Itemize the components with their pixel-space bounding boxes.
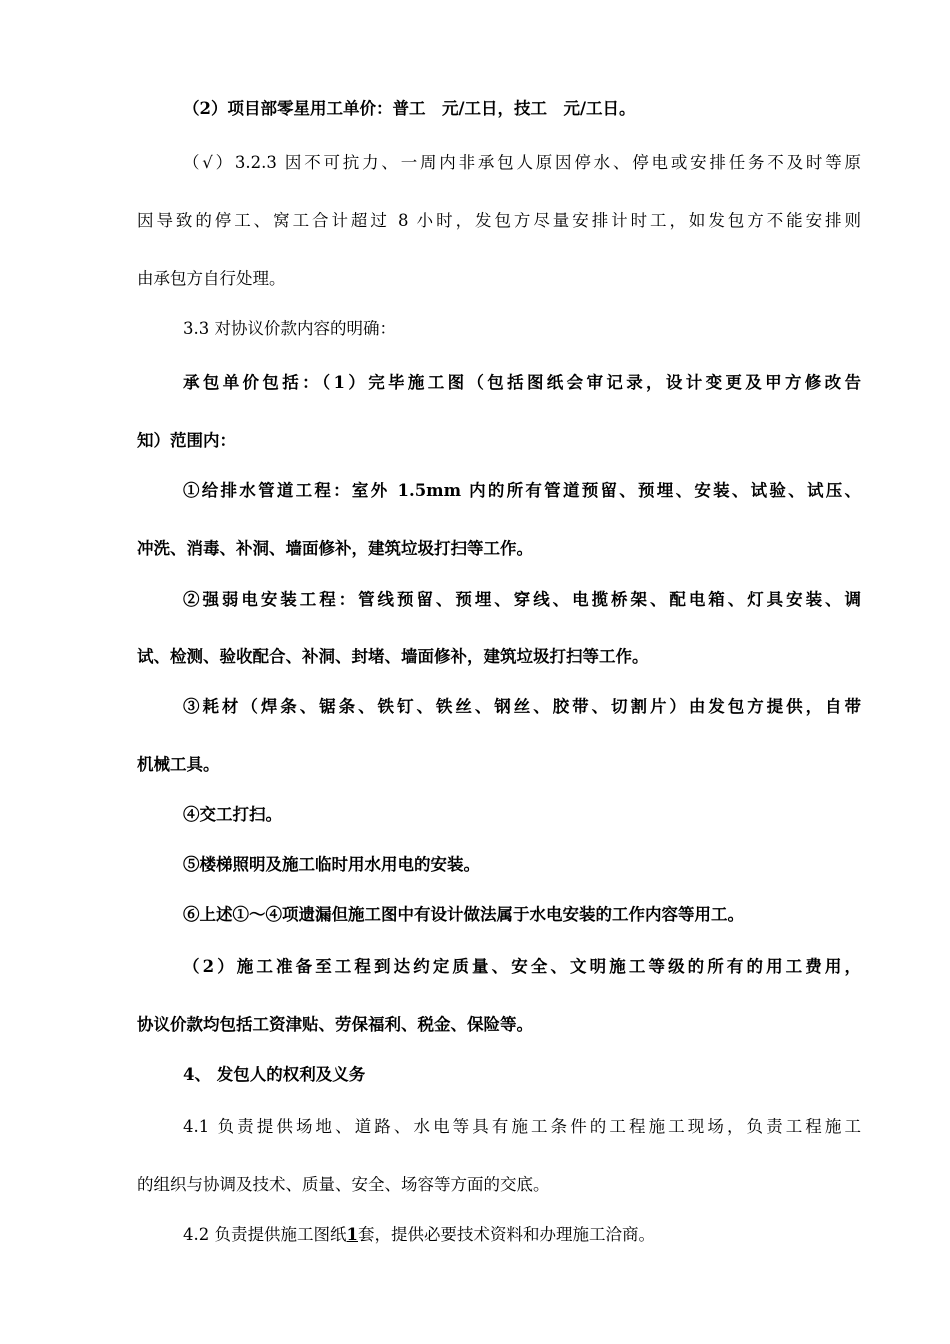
item-1-line-2: 冲洗、消毒、补洞、墙面修补，建筑垃圾打扫等工作。: [137, 539, 533, 558]
drawing-set-count: 1: [346, 1225, 358, 1244]
clause-4-1-line-2: 的组织与协调及技术、质量、安全、场容等方面的交底。: [137, 1175, 550, 1194]
force-majeure-line-3: 由承包方自行处理。: [137, 269, 286, 288]
clause-4-2-text-b: 套，提供必要技术资料和办理施工洽商。: [357, 1225, 655, 1244]
item-2-line-1: ②强弱电安装工程：管线预留、预埋、穿线、电揽桥架、配电箱、灯具安装、调: [183, 590, 861, 609]
clause-3-3-heading: 3.3 对协议价款内容的明确：: [183, 319, 396, 338]
labor-cost-line-1: （2）施工准备至工程到达约定质量、安全、文明施工等级的所有的用工费用，: [183, 957, 861, 976]
clause-4-2-line: [183, 1224, 861, 1246]
item-6-line: ⑥上述①～④项遗漏但施工图中有设计做法属于水电安装的工作内容等用工。: [183, 905, 744, 924]
item-5-line: ⑤楼梯照明及施工临时用水用电的安装。: [183, 855, 480, 874]
unit-price-scope-line-1: 承包单价包括：（1）完毕施工图（包括图纸会审记录，设计变更及甲方修改告: [183, 373, 861, 392]
unit-price-scope-line-2: 知）范围内：: [137, 431, 236, 450]
item-3-line-2: 机械工具。: [137, 755, 220, 774]
section-4-heading: 4、 发包人的权利及义务: [183, 1065, 366, 1084]
item-4-line: ④交工打扫。: [183, 805, 282, 824]
labor-cost-line-2: 协议价款均包括工资津贴、劳保福利、税金、保险等。: [137, 1015, 533, 1034]
force-majeure-line-1: （√）3.2.3 因不可抗力、一周内非承包人原因停水、停电或安排任务不及时等原: [183, 153, 861, 172]
item-2-line-2: 试、检测、验收配合、补洞、封堵、墙面修补，建筑垃圾打扫等工作。: [137, 647, 649, 666]
item-3-line-1: ③耗材（焊条、锯条、铁钉、铁丝、钢丝、胶带、切割片）由发包方提供，自带: [183, 697, 861, 716]
clause-4-2-text-a: 4.2 负责提供施工图纸: [183, 1225, 347, 1244]
clause-4-1-line-1: 4.1 负责提供场地、道路、水电等具有施工条件的工程施工现场，负责工程施工: [183, 1117, 861, 1136]
item-1-line-1: ①给排水管道工程：室外 1.5mm 内的所有管道预留、预埋、安装、试验、试压、: [183, 481, 861, 500]
labor-unit-price-line: （2）项目部零星用工单价：普工 元/工日，技工 元/工日。: [183, 99, 636, 118]
force-majeure-line-2: 因导致的停工、窝工合计超过 8 小时，发包方尽量安排计时工，如发包方不能安排则: [137, 211, 861, 230]
